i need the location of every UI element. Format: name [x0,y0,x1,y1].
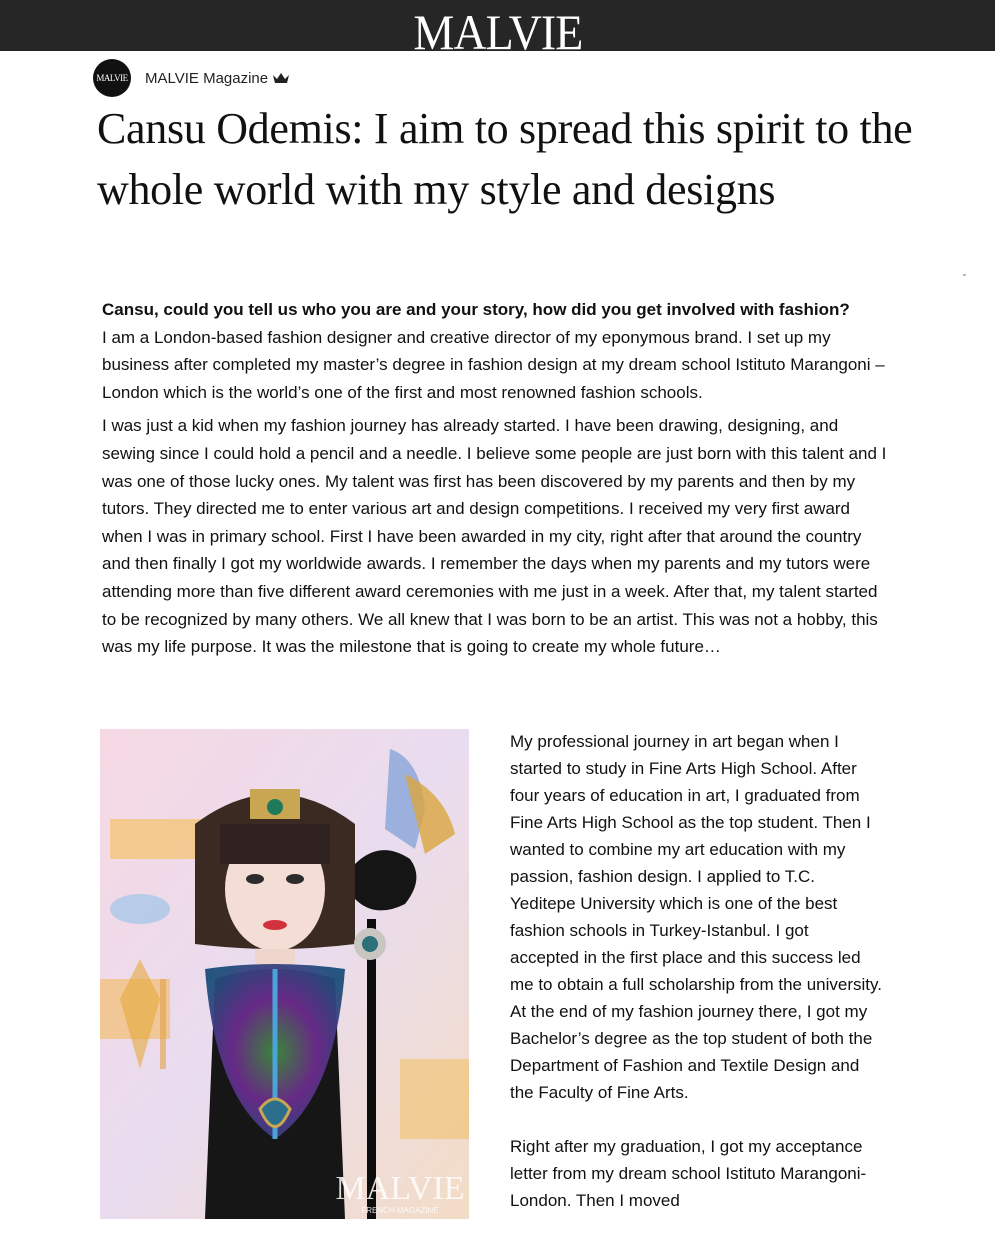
paragraph-3: My professional journey in art began when I started to study in Fine Arts High School. After four years of education in art, I graduated from Fine Arts High School as the top student. Then I wanted to combine my art education with my passion, fashion design. I applied to T.C. Yeditepe University which is one of the best fashion schools in Turkey-Istanbul. I got accepted in the first place and this success led me to obtain a full scholarship from the university. At the end of my fashion journey there, I got my Bachelor’s degree as the top student of both the Department of Fashion and Textile Design and the Faculty of Fine Arts. [510,732,882,1102]
author-byline [93,60,290,96]
article-side-column [510,728,882,1241]
decorative-dot [963,274,966,276]
paragraph-1: I am a London-based fashion designer and creative director of my eponymous brand. I set up my business after completed my master’s degree in fashion design at my dream school Istituto Marangoni –London which is the world’s one of the first and most renowned fashion schools. [102,327,885,402]
author-name[interactable]: MALVIE Magazine [145,69,269,87]
article-image [100,729,469,1219]
svg-text:MALVIE: MALVIE [335,1170,465,1207]
interview-question: Cansu, could you tell us who you are and your story, how did you get involved with fashion? [102,300,850,319]
site-header [0,0,995,60]
portrait-illustration [100,729,469,1219]
svg-text:FRENCH MAGAZINE: FRENCH MAGAZINE [361,1206,439,1215]
paragraph-2: I was just a kid when my fashion journey has already started. I have been drawing, designing, and sewing since I could hold a pencil and a needle. I believe some people are just born with this talent and I was one of those lucky ones. My talent was first has been discovered by my parents and then by my tutors. They directed me to enter various art and design competitions. I received my very first award when I was in primary school. First I have been awarded in my city, right after that around the country and then finally I got my worldwide awards. I remember the days when my parents and my tutors were attending more than five different award ceremonies with me just in a week. After that, my talent started to be recognized by many others. We all knew that I was born to be an artist. This was not a hobby, this was my life purpose. It was the milestone that is going to create my whole future… [102,416,887,657]
article-title: Cansu Odemis: I aim to spread this spirit to the whole world with my style and designs [97,104,913,214]
article-body [102,296,892,667]
crown-icon [272,72,290,84]
author-avatar[interactable]: MALVIE [93,59,131,97]
author-name-row [145,70,290,87]
site-logo[interactable]: MALVIE [412,4,583,60]
paragraph-4: Right after my graduation, I got my acceptance letter from my dream school Istituto Marangoni-London. Then I moved [510,1137,867,1210]
